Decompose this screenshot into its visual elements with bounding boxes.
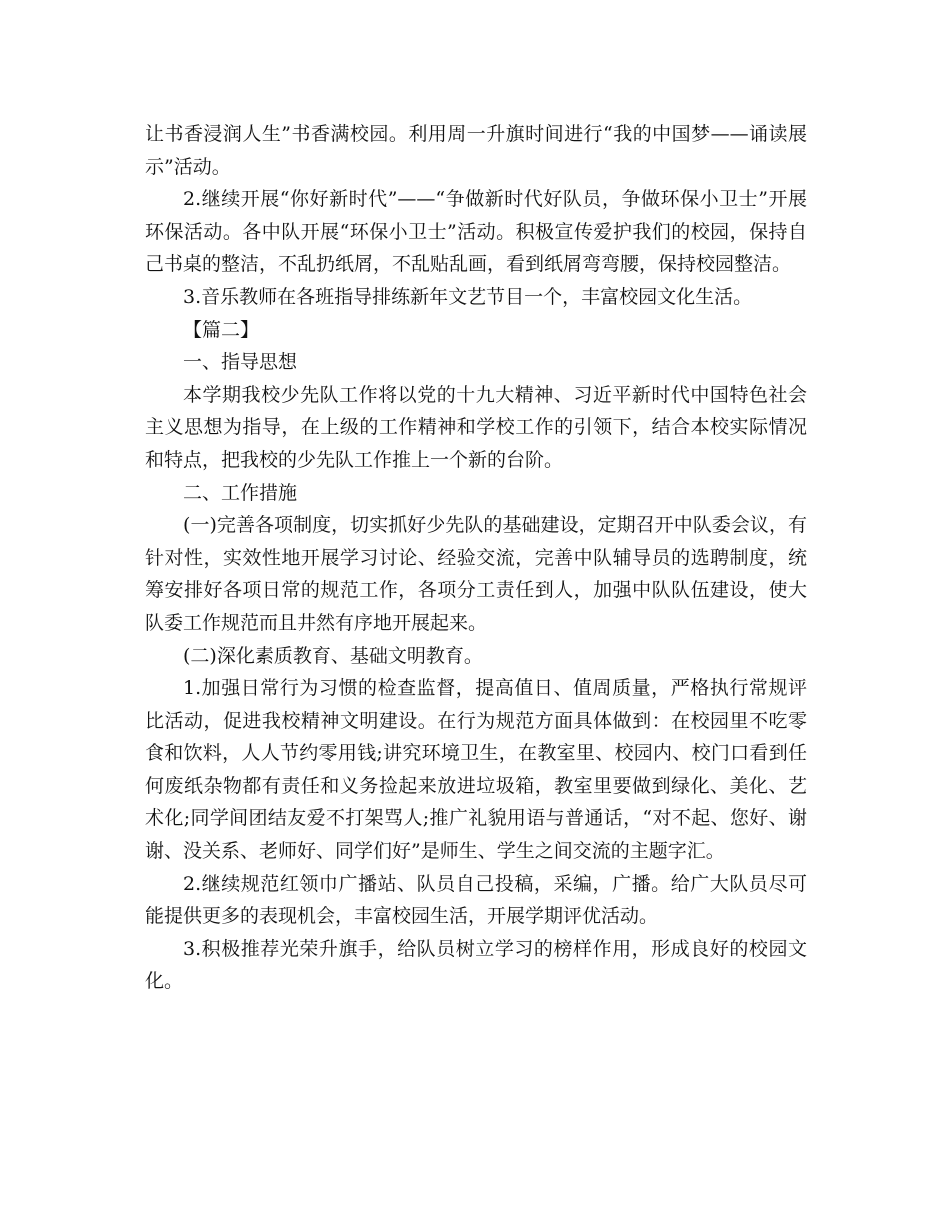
heading-work-measures: 二、工作措施 xyxy=(183,481,298,504)
paragraph-guiding-ideology: 本学期我校少先队工作将以党的十九大精神、习近平新时代中国特色社会主义思想为指导，在上级的工作精神和学校工作的引领下，结合本校实际情况和特点，把我校的少先队工作推上一个新的台阶。 xyxy=(145,383,807,471)
paragraph-continuation: 让书香浸润人生”书香满校园。利用周一升旗时间进行“我的中国梦——诵读展示”活动。 xyxy=(145,123,807,178)
heading-guiding-ideology: 一、指导思想 xyxy=(183,351,298,374)
section-heading-part-two: 【篇二】 xyxy=(183,318,260,341)
paragraph-measure-2: (二)深化素质教育、基础文明教育。 xyxy=(183,644,483,667)
paragraph-activity-3: 3.音乐教师在各班指导排练新年文艺节目一个，丰富校园文化生活。 xyxy=(183,285,753,308)
paragraph-item-3: 3.积极推荐光荣升旗手，给队员树立学习的榜样作用，形成良好的校园文化。 xyxy=(145,937,807,993)
document-body xyxy=(145,118,807,998)
paragraph-activity-2: 2.继续开展“你好新时代”——“争做新时代好队员，争做环保小卫士”开展环保活动。各中队开展“环保小卫士”活动。积极宣传爱护我们的校园，保持自己书桌的整洁，不乱扔纸屑，不乱贴乱画，看到纸屑弯弯腰，保持校园整洁。 xyxy=(145,188,807,276)
paragraph-item-2: 2.继续规范红领巾广播站、队员自己投稿，采编，广播。给广大队员尽可能提供更多的表现机会，丰富校园生活，开展学期评优活动。 xyxy=(145,872,807,928)
paragraph-item-1: 1.加强日常行为习惯的检查监督，提高值日、值周质量，严格执行常规评比活动，促进我校精神文明建设。在行为规范方面具体做到：在校园里不吃零食和饮料，人人节约零用钱;讲究环境卫生，在教室里、校园内、校门口看到任何废纸杂物都有责任和义务捡起来放进垃圾箱，教室里要做到绿化、美化、艺术化;同学间团结友爱不打架骂人;推广礼貌用语与普通话，“对不起、您好、谢谢、没关系、老师好、同学们好”是师生、学生之间交流的主题字汇。 xyxy=(145,677,807,863)
paragraph-measure-1: (一)完善各项制度，切实抓好少先队的基础建设，定期召开中队委会议，有针对性，实效性地开展学习讨论、经验交流，完善中队辅导员的选聘制度，统筹安排好各项日常的规范工作，各项分工责任到人，加强中队队伍建设，使大队委工作规范而且井然有序地开展起来。 xyxy=(145,514,807,634)
